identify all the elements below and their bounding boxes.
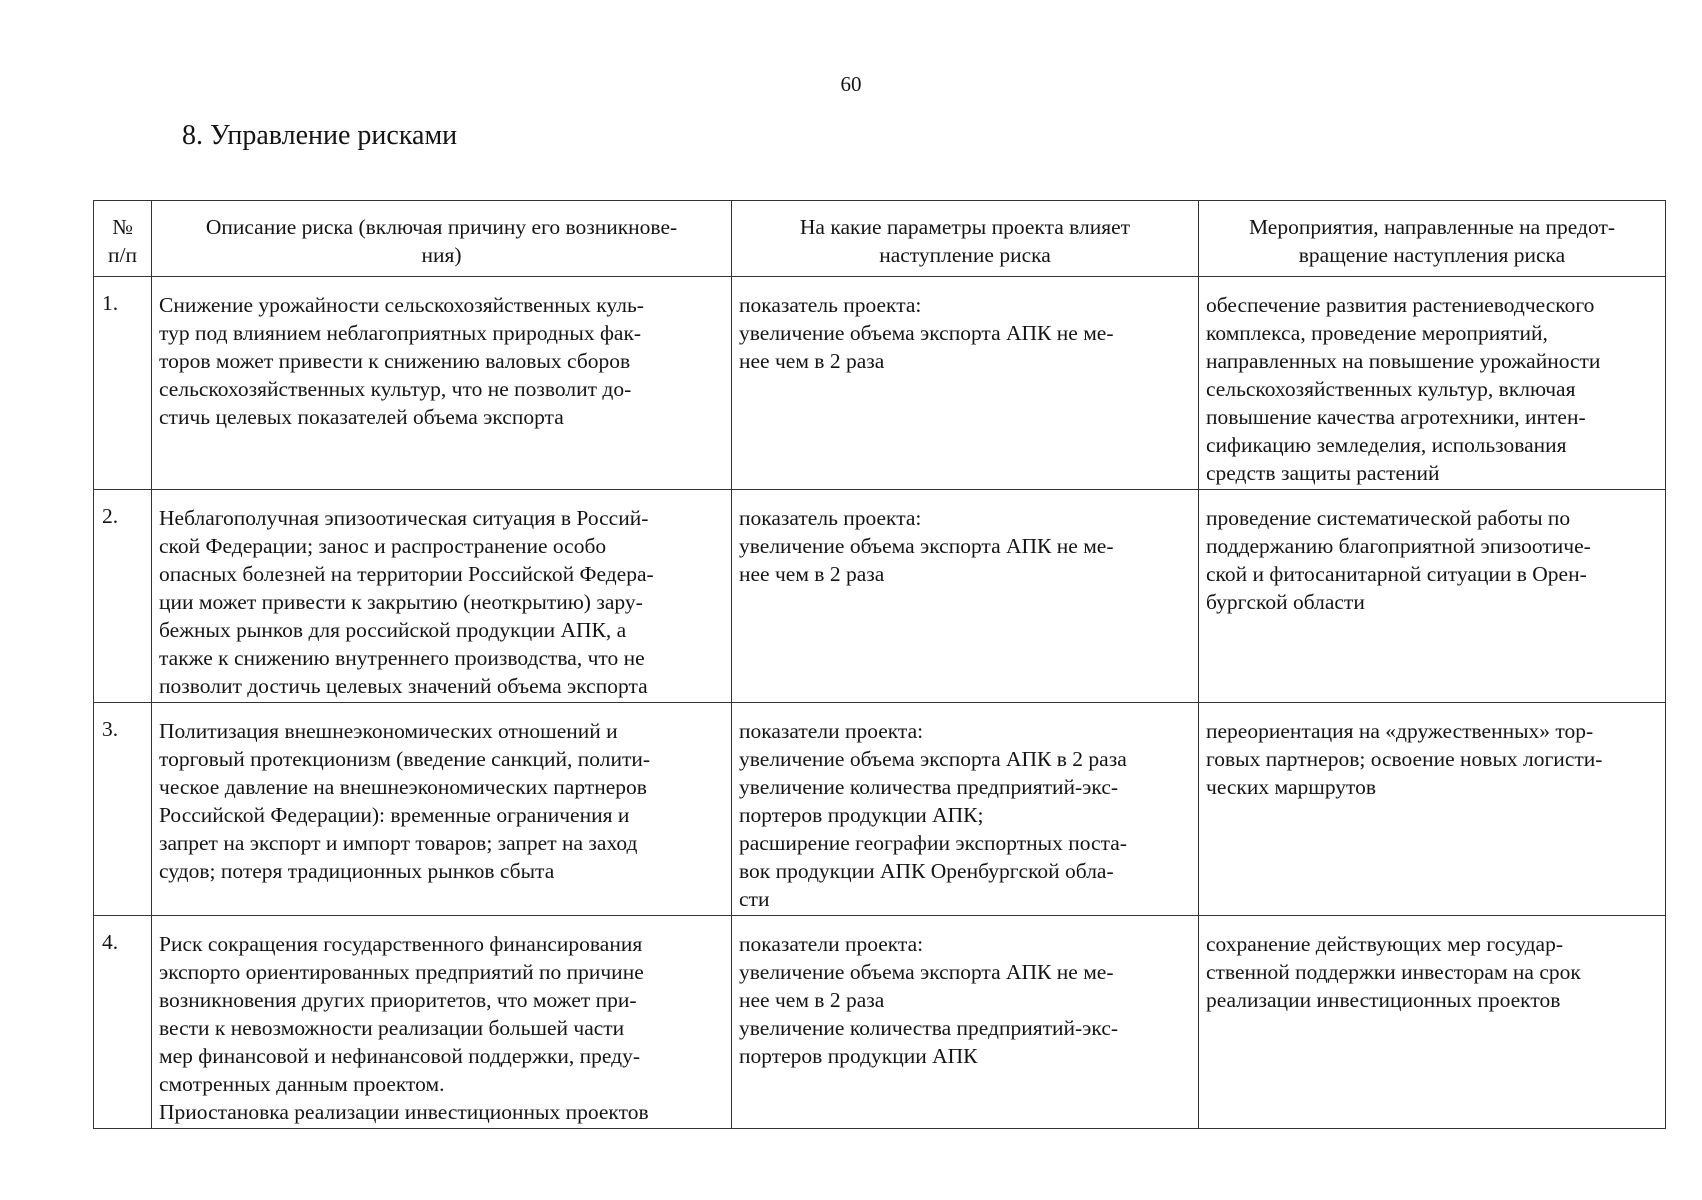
row-number: 3.: [94, 703, 152, 916]
text-line: направленных на повышение урожайности: [1206, 349, 1601, 373]
table-row: [94, 703, 1666, 916]
text-line: увеличение объема экспорта АПК в 2 раза: [739, 747, 1127, 771]
prevention-measures: [1199, 490, 1666, 703]
text-line: Политизация внешнеэкономических отношений и: [159, 719, 618, 743]
table-header-row: [94, 201, 1666, 277]
prevention-measures: [1199, 277, 1666, 490]
text-line: говых партнеров; освоение новых логисти-: [1206, 747, 1603, 771]
text-line: вок продукции АПК Оренбургской обла-: [739, 859, 1114, 883]
risk-description: [152, 490, 732, 703]
text-line: показатели проекта:: [739, 932, 924, 956]
text-line: ственной поддержки инвесторам на срок: [1206, 960, 1581, 984]
risk-description: [152, 703, 732, 916]
text-line: вести к невозможности реализации большей части: [159, 1016, 625, 1040]
header-parameters-line: На какие параметры проекта влияет: [799, 215, 1131, 239]
text-line: увеличение объема экспорта АПК не ме-: [739, 321, 1114, 345]
text-line: комплекса, проведение мероприятий,: [1206, 321, 1548, 345]
header-measures-line: вращение наступления риска: [1298, 243, 1566, 267]
header-parameters-line: наступление риска: [879, 243, 1051, 267]
text-line: портеров продукции АПК;: [739, 803, 984, 827]
text-line: Снижение урожайности сельскохозяйственных куль-: [159, 293, 644, 317]
text-line: Риск сокращения государственного финансирования: [159, 932, 643, 956]
text-line: также к снижению внутреннего производства, что не: [159, 646, 645, 670]
text-line: средств защиты растений: [1206, 461, 1440, 485]
risk-description: [152, 277, 732, 490]
text-line: Российской Федерации): временные ограничения и: [159, 803, 630, 827]
header-measures-line: Мероприятия, направленные на предот-: [1248, 215, 1616, 239]
text-line: опасных болезней на территории Российской Федера-: [159, 562, 654, 586]
risk-description: [152, 916, 732, 1129]
prevention-measures: [1199, 916, 1666, 1129]
text-line: проведение систематической работы по: [1206, 506, 1571, 530]
header-description-line: Описание риска (включая причину его возникнове-: [205, 215, 678, 239]
text-line: увеличение объема экспорта АПК не ме-: [739, 534, 1114, 558]
text-line: возникновения других приоритетов, что может при-: [159, 988, 637, 1012]
text-line: увеличение количества предприятий-экс-: [739, 775, 1119, 799]
header-num-line: п/п: [108, 243, 137, 267]
text-line: показатели проекта:: [739, 719, 924, 743]
header-num-line: №: [112, 215, 133, 239]
text-line: реализации инвестиционных проектов: [1206, 988, 1561, 1012]
text-line: бежных рынков для российской продукции АПК, а: [159, 618, 627, 642]
text-line: портеров продукции АПК: [739, 1044, 978, 1068]
text-line: обеспечение развития растениеводческого: [1206, 293, 1595, 317]
affected-parameters: [732, 277, 1199, 490]
text-line: судов; потеря традиционных рынков сбыта: [159, 859, 555, 883]
text-line: сти: [739, 887, 770, 911]
text-line: показатель проекта:: [739, 506, 922, 530]
risk-table: [93, 200, 1666, 1129]
text-line: нее чем в 2 раза: [739, 562, 885, 586]
text-line: позволит достичь целевых значений объема экспорта: [159, 674, 648, 698]
text-line: ской и фитосанитарной ситуации в Орен-: [1206, 562, 1587, 586]
text-line: сельскохозяйственных культур, что не позволит до-: [159, 377, 632, 401]
text-line: Неблагополучная эпизоотическая ситуация в Россий-: [159, 506, 649, 530]
text-line: стичь целевых показателей объема экспорта: [159, 405, 564, 429]
header-description-line: ния): [421, 243, 462, 267]
text-line: тур под влиянием неблагоприятных природных фак-: [159, 321, 642, 345]
text-line: сохранение действующих мер государ-: [1206, 932, 1564, 956]
text-line: нее чем в 2 раза: [739, 988, 885, 1012]
text-line: повышение качества агротехники, интен-: [1206, 405, 1586, 429]
text-line: увеличение количества предприятий-экс-: [739, 1016, 1119, 1040]
text-line: смотренных данным проектом.: [159, 1072, 445, 1096]
prevention-measures: [1199, 703, 1666, 916]
text-line: нее чем в 2 раза: [739, 349, 885, 373]
section-title: 8. Управление рисками: [182, 120, 458, 151]
table-row: [94, 916, 1666, 1129]
affected-parameters: [732, 916, 1199, 1129]
text-line: переориентация на «дружественных» тор-: [1206, 719, 1594, 743]
text-line: экспорто ориентированных предприятий по причине: [159, 960, 644, 984]
text-line: бургской области: [1206, 590, 1365, 614]
header-num: [94, 201, 152, 277]
text-line: показатель проекта:: [739, 293, 922, 317]
table-row: [94, 277, 1666, 490]
text-line: сельскохозяйственных культур, включая: [1206, 377, 1576, 401]
text-line: Приостановка реализации инвестиционных проектов: [159, 1100, 649, 1124]
text-line: ческое давление на внешнеэкономических партнеров: [159, 775, 647, 799]
table-row: [94, 490, 1666, 703]
header-parameters: [732, 201, 1199, 277]
row-number: 1.: [94, 277, 152, 490]
header-description: [152, 201, 732, 277]
text-line: торговый протекционизм (введение санкций, полити-: [159, 747, 651, 771]
text-line: ской Федерации; занос и распространение особо: [159, 534, 607, 558]
text-line: ческих маршрутов: [1206, 775, 1377, 799]
text-line: ции может привести к закрытию (неоткрытию) зару-: [159, 590, 643, 614]
text-line: увеличение объема экспорта АПК не ме-: [739, 960, 1114, 984]
row-number: 4.: [94, 916, 152, 1129]
text-line: поддержанию благоприятной эпизоотиче-: [1206, 534, 1591, 558]
text-line: сификацию земледелия, использования: [1206, 433, 1567, 457]
text-line: расширение географии экспортных поста-: [739, 831, 1127, 855]
affected-parameters: [732, 490, 1199, 703]
page-number: 60: [840, 72, 862, 96]
row-number: 2.: [94, 490, 152, 703]
text-line: мер финансовой и нефинансовой поддержки, преду-: [159, 1044, 641, 1068]
text-line: торов может привести к снижению валовых сборов: [159, 349, 631, 373]
affected-parameters: [732, 703, 1199, 916]
text-line: запрет на экспорт и импорт товаров; запрет на заход: [159, 831, 638, 855]
header-measures: [1199, 201, 1666, 277]
